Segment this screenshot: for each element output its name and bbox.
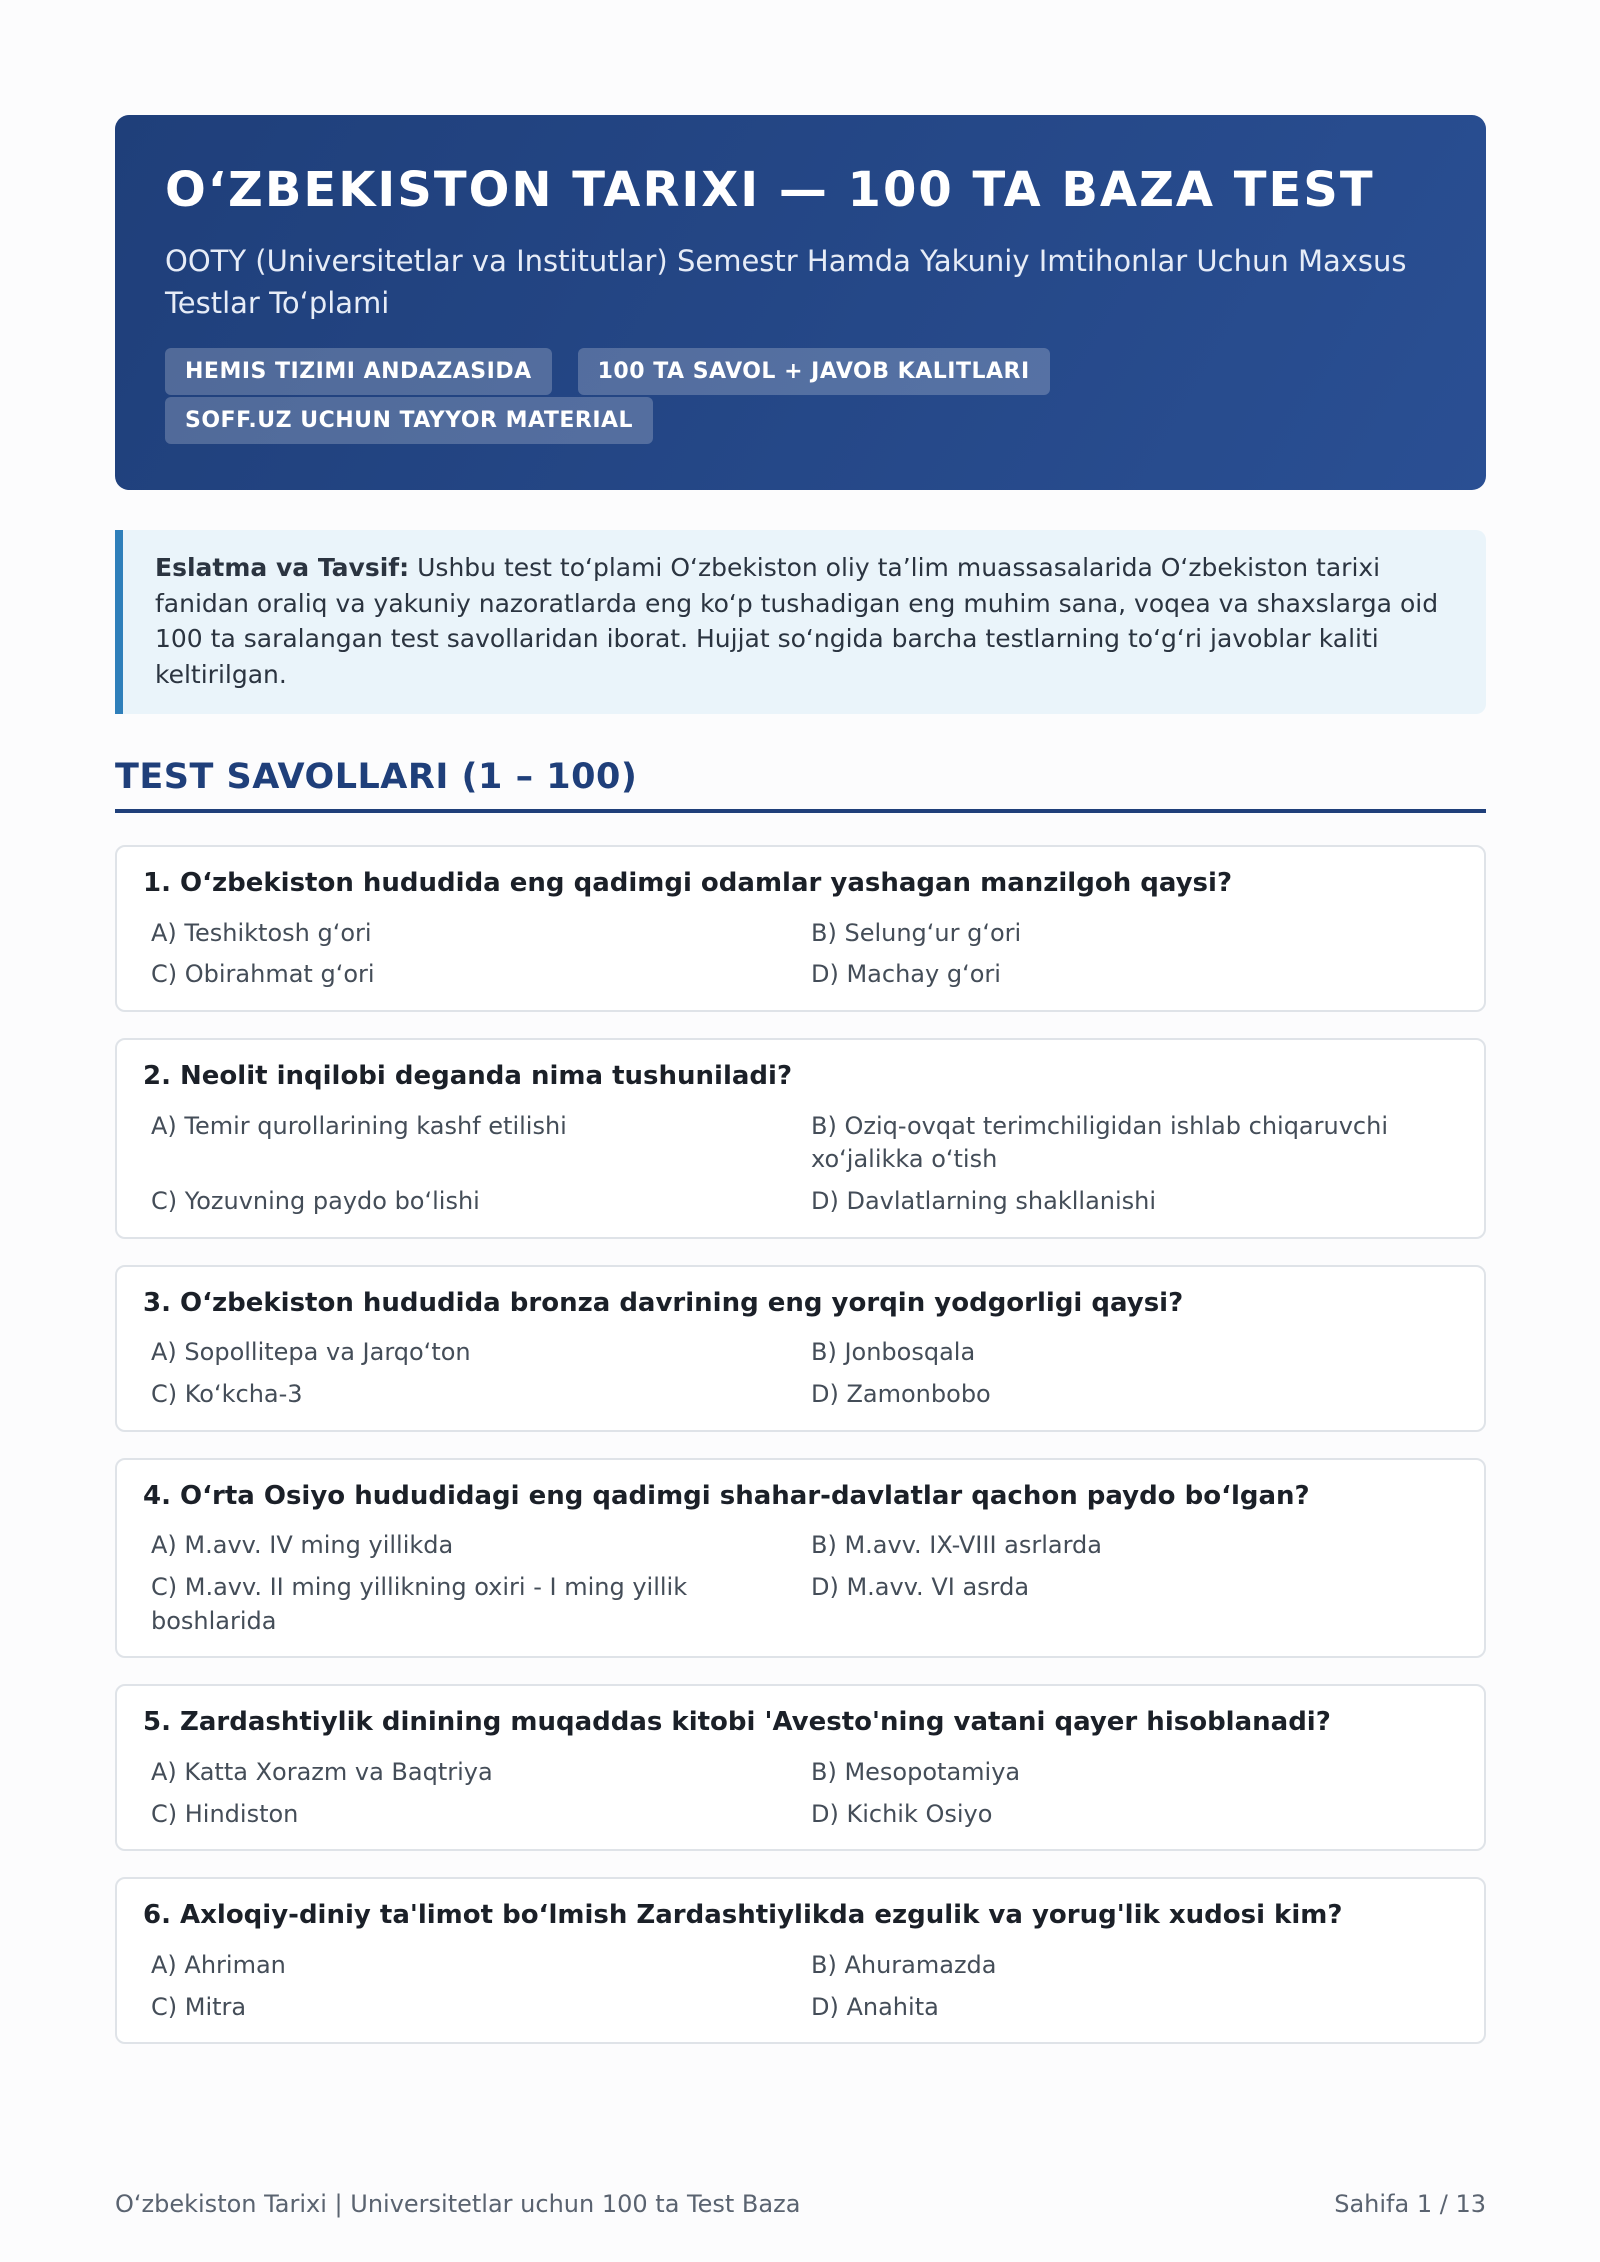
- question-card: [115, 1877, 1486, 2044]
- question-card: [115, 1265, 1486, 1432]
- option-d: D) Davlatlarning shakllanishi: [811, 1186, 1157, 1215]
- footer-title: O‘zbekiston Tarixi | Universitetlar uchun 100 ta Test Baza: [115, 2190, 801, 2218]
- option-b: B) Oziq-ovqat terimchiligidan ishlab chiqaruvchi xo‘jalikka o‘tish: [811, 1111, 1388, 1174]
- question-text: 6. Axloqiy-diniy ta'limot bo‘lmish Zardashtiylikda ezgulik va yorug'lik xudosi kim?: [143, 1900, 1343, 1931]
- note-label: Eslatma va Tavsif:: [155, 553, 410, 582]
- question-card: [115, 1684, 1486, 1851]
- question-text: 3. O‘zbekiston hududida bronza davrining eng yorqin yodgorligi qaysi?: [143, 1287, 1184, 1318]
- badge-hemis: HEMIS TIZIMI ANDAZASIDA: [165, 348, 552, 395]
- question-card: [115, 1458, 1486, 1659]
- answer-options: [143, 1110, 1458, 1219]
- note-box: [115, 530, 1486, 714]
- option-c: C) Obirahmat g‘ori: [151, 960, 375, 989]
- badge-questions: 100 TA SAVOL + JAVOB KALITLARI: [578, 348, 1050, 395]
- answer-options: [143, 1949, 1458, 2024]
- option-a: A) M.avv. IV ming yillikda: [151, 1531, 454, 1560]
- section-title: TEST SAVOLLARI (1 – 100): [115, 757, 1486, 813]
- option-b: B) M.avv. IX-VIII asrlarda: [811, 1531, 1102, 1560]
- document-page: [115, 115, 1486, 2070]
- option-b: B) Selung‘ur g‘ori: [811, 918, 1022, 947]
- option-d: D) Zamonbobo: [811, 1379, 991, 1408]
- question-text: 5. Zardashtiylik dinining muqaddas kitobi 'Avesto'ning vatani qayer hisoblanadi?: [143, 1707, 1331, 1738]
- option-b: B) Jonbosqala: [811, 1338, 976, 1367]
- badge-list: [165, 348, 1125, 444]
- option-d: D) Machay g‘ori: [811, 960, 1001, 989]
- option-a: A) Ahriman: [151, 1950, 286, 1979]
- question-text: 4. O‘rta Osiyo hududidagi eng qadimgi shahar-davlatlar qachon paydo bo‘lgan?: [143, 1480, 1310, 1511]
- page-number: Sahifa 1 / 13: [1334, 2190, 1486, 2218]
- option-a: A) Teshiktosh g‘ori: [151, 918, 372, 947]
- option-a: A) Temir qurollarining kashf etilishi: [151, 1111, 567, 1140]
- option-a: A) Sopollitepa va Jarqo‘ton: [151, 1338, 471, 1367]
- header-banner: [115, 115, 1486, 490]
- answer-options: [143, 1529, 1458, 1638]
- badge-soff: SOFF.UZ UCHUN TAYYOR MATERIAL: [165, 397, 653, 444]
- option-d: D) Anahita: [811, 1992, 939, 2021]
- answer-options: [143, 917, 1458, 992]
- option-c: C) Mitra: [151, 1992, 247, 2021]
- option-c: C) Ko‘kcha-3: [151, 1379, 303, 1408]
- option-c: C) M.avv. II ming yillikning oxiri - I ming yillik boshlarida: [151, 1572, 688, 1635]
- option-c: C) Hindiston: [151, 1799, 299, 1828]
- document-title: O‘ZBEKISTON TARIXI — 100 TA BAZA TEST: [165, 162, 1375, 218]
- option-d: D) Kichik Osiyo: [811, 1799, 993, 1828]
- option-a: A) Katta Xorazm va Baqtriya: [151, 1757, 493, 1786]
- question-card: [115, 1038, 1486, 1239]
- page-footer: [115, 2190, 1486, 2218]
- question-list: [115, 845, 1486, 2044]
- document-subtitle: OOTY (Universitetlar va Institutlar) Semestr Hamda Yakuniy Imtihonlar Uchun Maxsus Testlar To‘plami: [165, 244, 1407, 321]
- question-card: [115, 845, 1486, 1012]
- option-b: B) Mesopotamiya: [811, 1757, 1021, 1786]
- question-text: 1. O‘zbekiston hududida eng qadimgi odamlar yashagan manzilgoh qaysi?: [143, 868, 1233, 898]
- note-text: Ushbu test to‘plami O‘zbekiston oliy ta’lim muassasalarida O‘zbekiston tarixi fanidan oraliq va yakuniy nazoratlarda eng ko‘p tushadigan eng muhim sana, voqea va shaxslarga oid 100 ta saralangan test savollaridan iborat. Hujjat so‘ngida barcha testlarning to‘g‘ri javoblar kaliti keltirilgan.: [155, 553, 1439, 689]
- option-b: B) Ahuramazda: [811, 1950, 997, 1979]
- option-d: D) M.avv. VI asrda: [811, 1572, 1030, 1601]
- question-text: 2. Neolit inqilobi deganda nima tushuniladi?: [143, 1060, 793, 1091]
- answer-options: [143, 1756, 1458, 1831]
- option-c: C) Yozuvning paydo bo‘lishi: [151, 1186, 480, 1215]
- answer-options: [143, 1336, 1458, 1411]
